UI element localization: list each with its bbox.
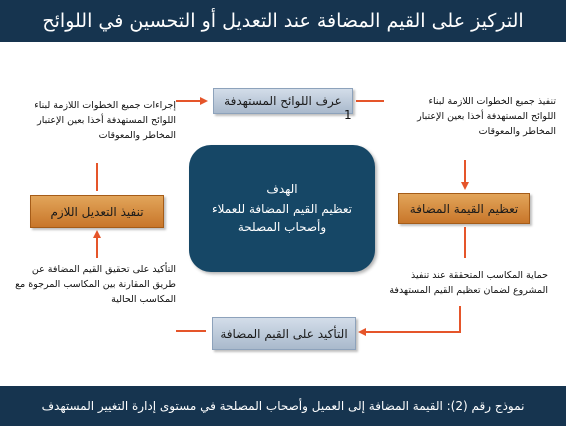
goal-line-1: تعظيم القيم المضافة للعملاء xyxy=(212,201,353,216)
note-bottom-right xyxy=(372,268,548,298)
note-line: المكاسب الحالية xyxy=(111,294,176,305)
note-line: اللوائح المستهدفة أخذا بعين الإعتبار xyxy=(37,115,176,126)
note-line: اللوائح المستهدفة أخذا بعين الإعتبار xyxy=(417,111,556,122)
step-maximize-value xyxy=(398,193,530,224)
note-bottom-left xyxy=(4,262,176,307)
note-top-left xyxy=(6,98,176,143)
goal-line-2: وأصحاب المصلحة xyxy=(237,219,327,234)
note-top-right xyxy=(384,94,556,139)
step-number: 1 xyxy=(344,108,352,122)
goal-title: الهدف xyxy=(266,181,298,196)
note-line: طريق المقارنة بين المكاسب المرجوة مع xyxy=(15,279,176,290)
step-define-regulations-label: عرف اللوائح المستهدفة xyxy=(224,94,342,108)
step-confirm-value-label: التأكيد على القيم المضافة xyxy=(220,326,348,341)
step-implement-change xyxy=(30,195,164,228)
note-line: المخاطر والمعوقات xyxy=(478,126,556,137)
diagram-title: التركيز على القيم المضافة عند التعديل أو التحسين في اللوائح xyxy=(42,10,524,32)
note-line: المشروع لضمان تعظيم القيم المستهدفة xyxy=(389,285,548,296)
step-define-regulations xyxy=(213,88,353,114)
figure-caption: نموذج رقم (2): القيمة المضافة إلى العميل وأصحاب المصلحة في مستوى إدارة التغيير المستهدف xyxy=(41,399,525,413)
step-maximize-value-label: تعظيم القيمة المضافة xyxy=(409,201,519,216)
step-implement-change-label: تنفيذ التعديل اللازم xyxy=(50,204,144,219)
note-line: إجراءات جميع الخطوات اللازمة لبناء xyxy=(34,100,176,111)
note-line: تنفيذ جميع الخطوات اللازمة لبناء xyxy=(428,96,556,107)
footer-caption-bar xyxy=(0,386,566,426)
note-line: حماية المكاسب المتحققة عند تنفيذ xyxy=(411,270,548,281)
arrow-bottomright-to-bottom xyxy=(360,306,460,332)
goal-box xyxy=(189,145,375,272)
step-confirm-value xyxy=(212,317,356,350)
note-line: التأكيد على تحقيق القيم المضافة عن xyxy=(31,264,176,275)
note-line: المخاطر والمعوقات xyxy=(98,130,176,141)
